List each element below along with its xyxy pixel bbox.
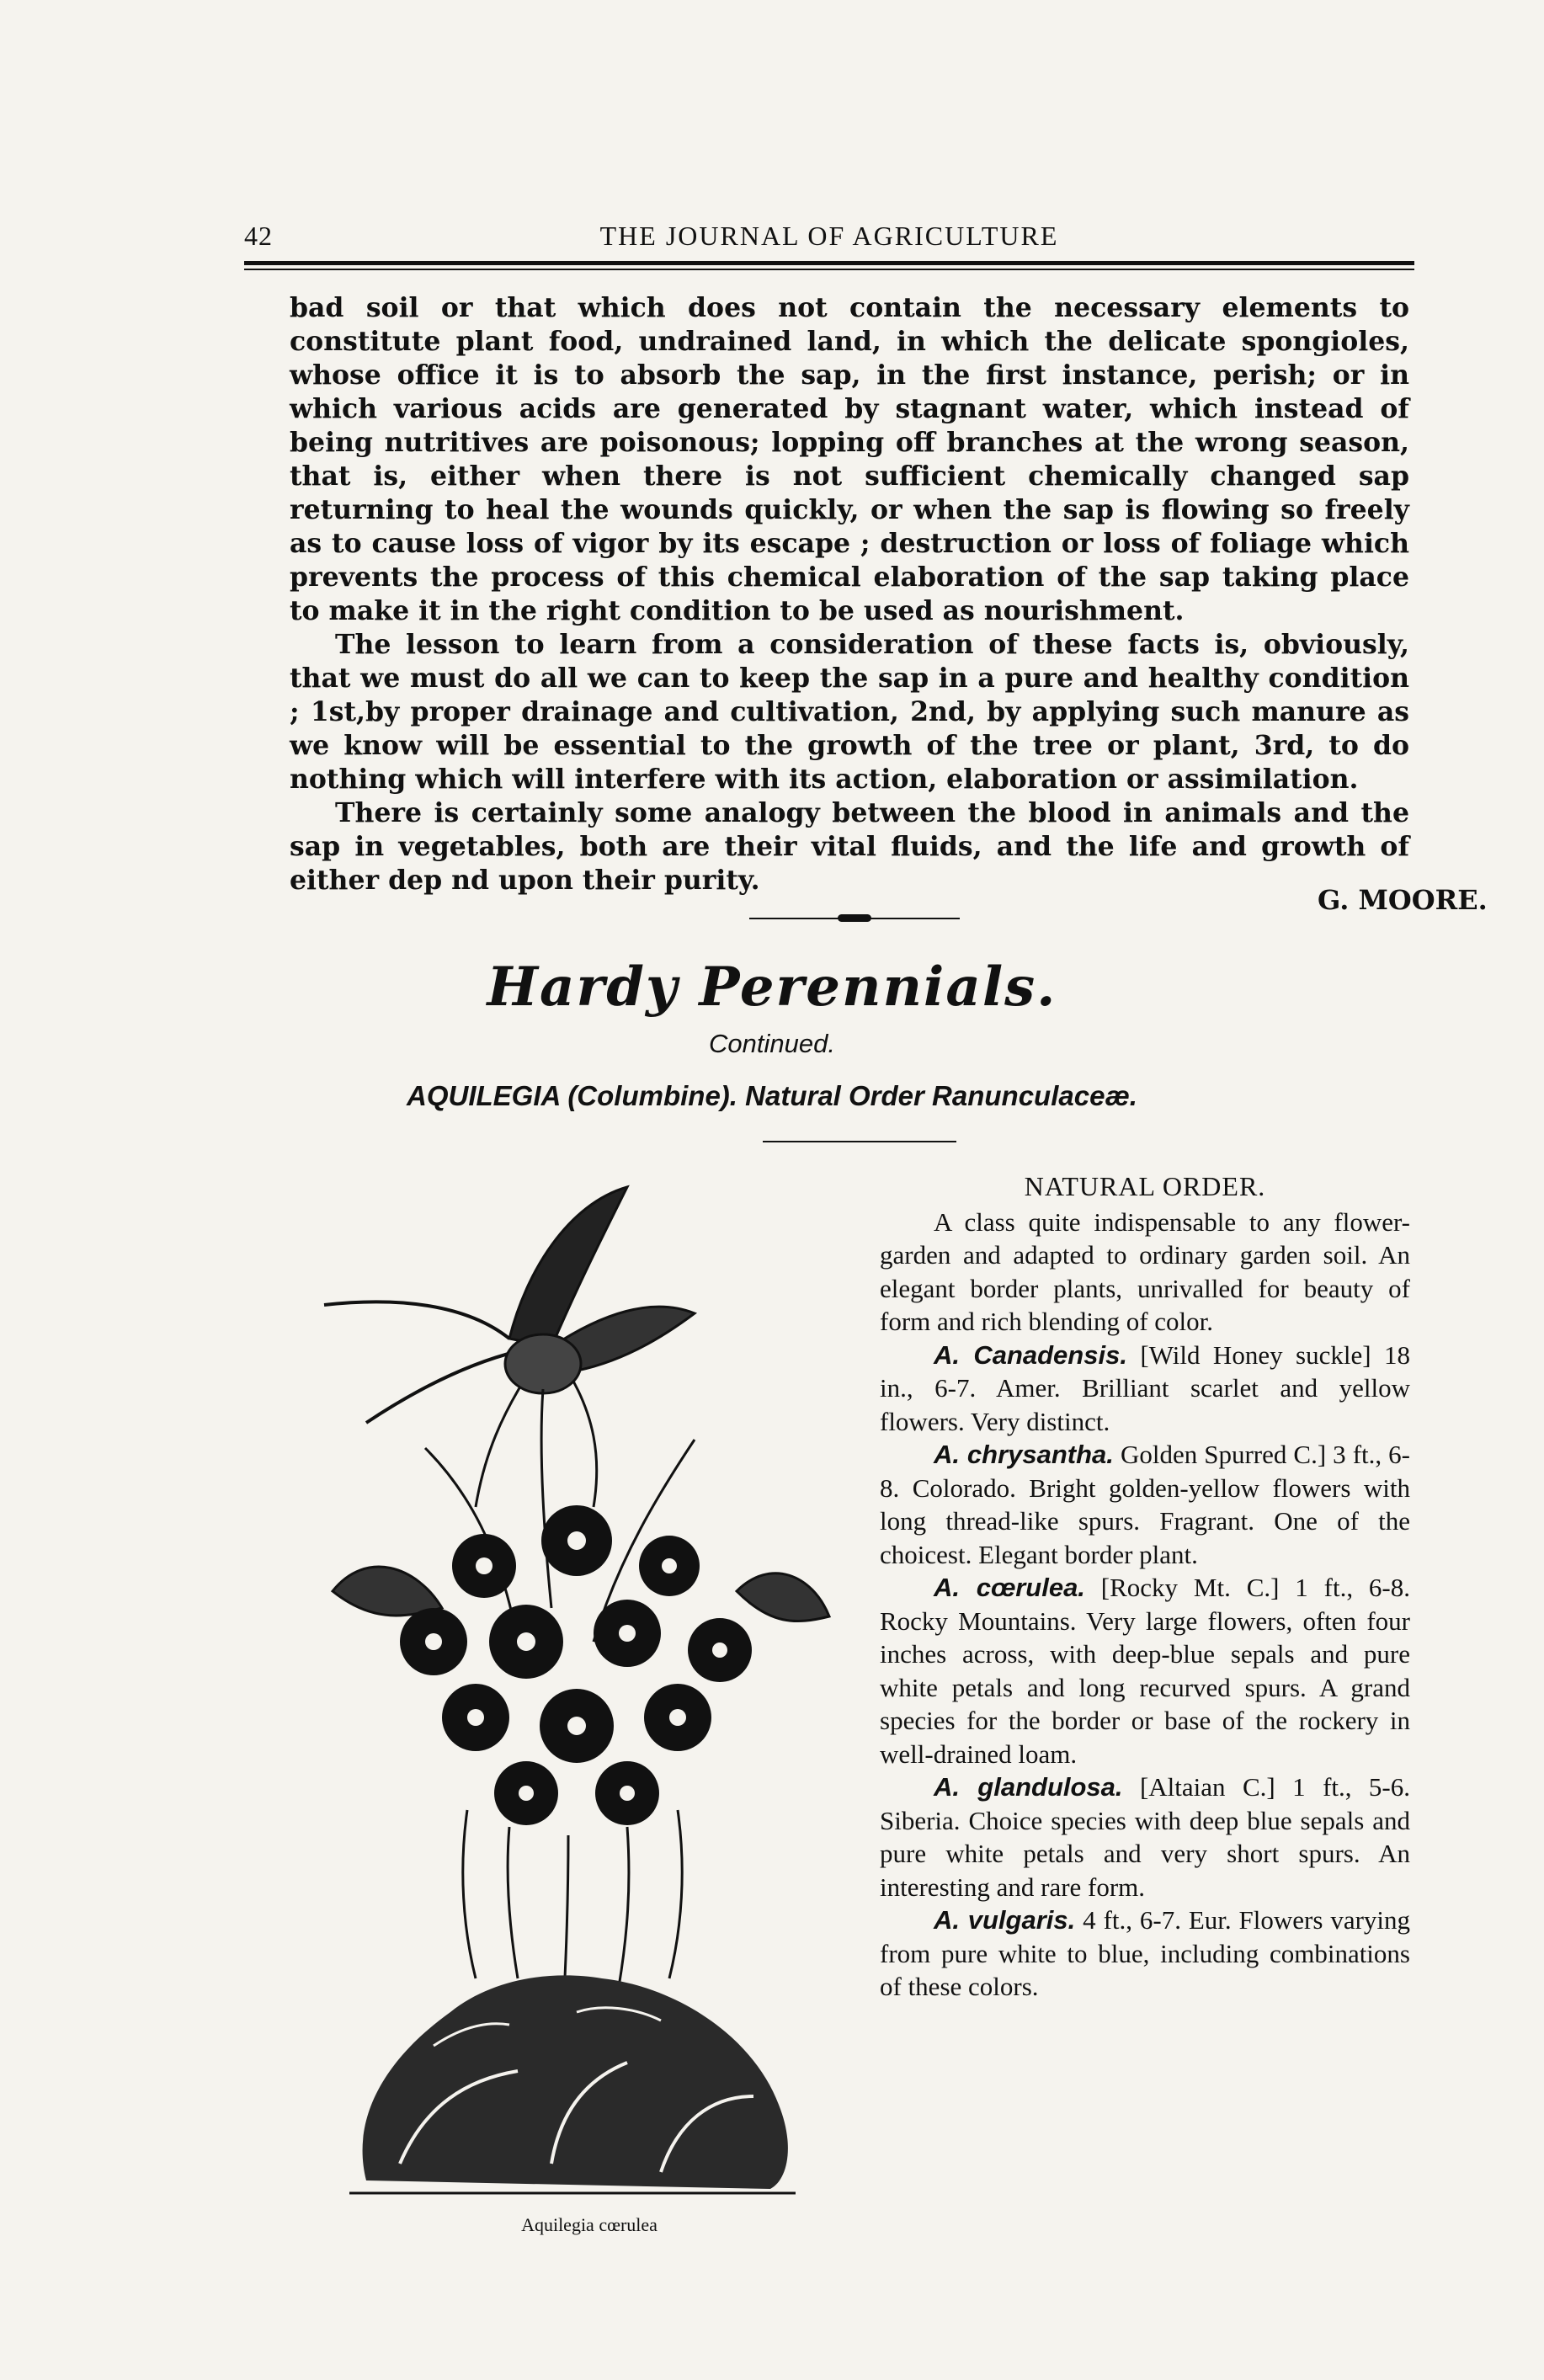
species-entry bbox=[880, 1770, 1410, 1903]
article-paragraph-1: bad soil or that which does not contain the necessary elements to constitute plant food, undrained land, in which the delicate spongioles, whose office it is to absorb the sap, in the first instance, perish; or in which various acids are generated by stagnant water, which instead of being nutritives are poisonous; lopping off branches at the wrong season, that is, either when there is not sufficient chemically changed sap returning to heal the wounds quickly, or when the sap is flowing so freely as to cause loss of vigor by its escape ; destruction or loss of foliage which prevents the process of this chemical elaboration of the sap taking place to make it in the right condition to be used as nourishment. bbox=[290, 292, 1409, 626]
species-entry bbox=[880, 1571, 1410, 1770]
species-description: 4 ft., 6-7. Eur. Flowers varying from pure white to blue, including combinations of these colors. bbox=[880, 1905, 1411, 2001]
species-name: A. cœrulea. bbox=[934, 1573, 1085, 1602]
natural-order-intro: A class quite indispensable to any flower-garden and adapted to ordinary garden soil. An elegant border plants, unrivalled for beauty of form and rich blending of color. bbox=[880, 1206, 1410, 1336]
journal-title: THE JOURNAL OF AGRICULTURE bbox=[599, 221, 1059, 251]
illustration-caption: Aquilegia cœrulea bbox=[521, 2214, 658, 2235]
article-body bbox=[290, 291, 1409, 897]
species-description: [Wild Honey suckle] 18 in., 6-7. Amer. Brilliant scarlet and yellow flowers. Very distinct. bbox=[880, 1339, 1410, 1436]
species-description: [Altaian C.] 1 ft., 5-6. Siberia. Choice species with deep blue sepals and pure white petals and very short spurs. An interesting and rare form. bbox=[880, 1772, 1411, 1902]
species-name: A. vulgaris. bbox=[934, 1905, 1076, 1935]
page-header bbox=[244, 221, 1414, 258]
natural-order-heading: NATURAL ORDER. bbox=[1024, 1171, 1266, 1201]
header-rule-thin bbox=[244, 269, 1414, 270]
header-rule-thick bbox=[244, 261, 1414, 265]
author-signature: G. MOORE. bbox=[1318, 884, 1488, 916]
genus-heading bbox=[0, 1080, 1544, 1112]
genus-rule bbox=[763, 1141, 956, 1142]
species-entry bbox=[880, 1438, 1410, 1571]
natural-order-name: Ranunculaceæ. bbox=[932, 1080, 1137, 1111]
section-title: Hardy Perennials. bbox=[487, 956, 1057, 1019]
species-description: [Rocky Mt. C.] 1 ft., 6-8. Rocky Mountains. Very large flowers, often four inches across, with deep-blue sepals and pure white petals and long recurved spurs. A grand species for the border or base of the rockery in well-drained loam. bbox=[880, 1573, 1411, 1769]
species-entry bbox=[880, 1903, 1410, 2004]
common-name: (Columbine). bbox=[567, 1080, 737, 1111]
page-number: 42 bbox=[244, 221, 273, 251]
continued-label: Continued. bbox=[709, 1029, 835, 1058]
genus-name: AQUILEGIA bbox=[407, 1080, 561, 1111]
section-ornament-divider bbox=[749, 913, 960, 922]
article-paragraph-2: The lesson to learn from a consideration of these facts is, obviously, that we must do all we can to keep the sap in a pure and healthy condition ; 1st,by proper drainage and cultivation, 2nd, by applying such manure as we know will be essential to the growth of the tree or plant, 3rd, to do nothing which will interfere with its action, elaboration or assimilation. bbox=[290, 629, 1409, 795]
species-name: A. chrysantha. bbox=[934, 1440, 1114, 1469]
article-paragraph-3: There is certainly some analogy between the blood in animals and the sap in vegetables, both are their vital fluids, and the life and growth of either dep nd upon their purity. bbox=[290, 797, 1409, 896]
species-name: A. glandulosa. bbox=[934, 1772, 1123, 1802]
columbine-plant-icon bbox=[299, 1170, 838, 2223]
species-entry bbox=[880, 1339, 1410, 1439]
species-name: A. Canadensis. bbox=[934, 1339, 1127, 1370]
natural-order-column bbox=[880, 1170, 1410, 2004]
species-description: Golden Spurred C.] 3 ft., 6-8. Colorado. Bright golden-yellow flowers with long thread-like spurs. Fragrant. One of the choicest. Elegant border plant. bbox=[880, 1440, 1410, 1569]
natural-order-label: Natural Order bbox=[745, 1080, 924, 1111]
